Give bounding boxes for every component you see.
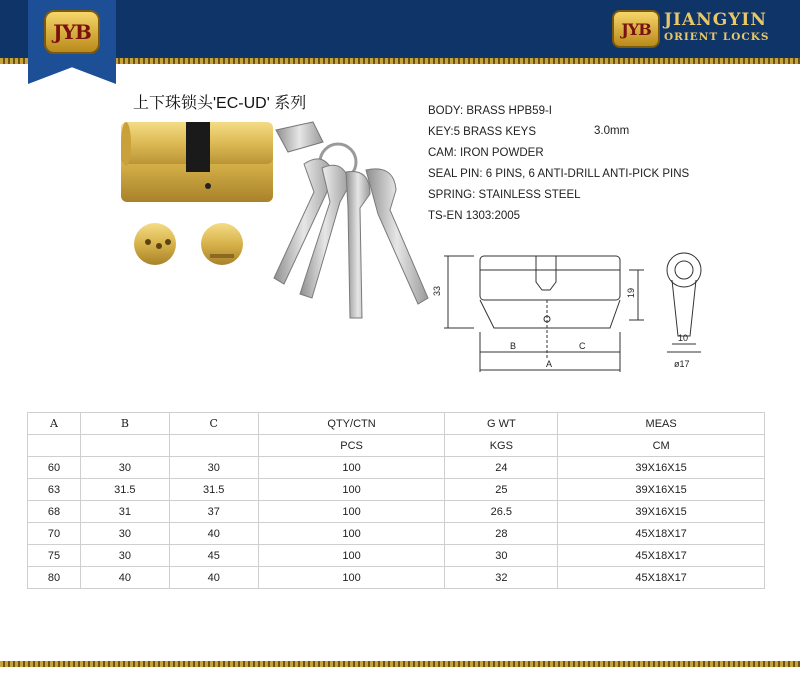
lock-cylinder-product-image — [118, 112, 438, 332]
header-stripe — [0, 58, 800, 64]
jyb-logo — [44, 10, 100, 54]
brand-text — [664, 12, 769, 43]
cell: 70 — [28, 523, 81, 545]
key-thickness: 3.0mm — [594, 125, 630, 137]
unit-meas: CM — [558, 435, 765, 457]
dim-a: A — [546, 359, 553, 369]
cell: 40 — [169, 567, 258, 589]
dim-width: 10 — [678, 333, 689, 343]
brand-logo — [612, 10, 660, 48]
unit-qty: PCS — [258, 435, 445, 457]
cell: 45X18X17 — [558, 545, 765, 567]
cell: 75 — [28, 545, 81, 567]
product-title: 上下珠锁头'EC-UD' 系列 — [133, 95, 307, 112]
spec-standard: TS-EN 1303:2005 — [428, 210, 521, 222]
header-a: A — [28, 413, 81, 435]
spec-list — [428, 104, 689, 230]
table-row — [28, 567, 765, 589]
cell: 40 — [80, 567, 169, 589]
cell: 39X16X15 — [558, 457, 765, 479]
table-row — [28, 501, 765, 523]
table-row — [28, 523, 765, 545]
cell: 100 — [258, 457, 445, 479]
cell: 26.5 — [445, 501, 558, 523]
table-header-row — [28, 413, 765, 435]
table-row — [28, 457, 765, 479]
cell: 25 — [445, 479, 558, 501]
cell: 45X18X17 — [558, 523, 765, 545]
unit-c — [169, 435, 258, 457]
cell: 100 — [258, 501, 445, 523]
table-row — [28, 545, 765, 567]
cell: 31 — [80, 501, 169, 523]
spec-cam: CAM: IRON POWDER — [428, 147, 544, 159]
logo-text: JYB — [53, 20, 91, 44]
spec-body: BODY: BRASS HPB59-I — [428, 105, 552, 117]
cell: 39X16X15 — [558, 479, 765, 501]
spec-seal-pin: SEAL PIN: 6 PINS, 6 ANTI-DRILL ANTI-PICK PINS — [428, 168, 690, 180]
dim-b: B — [510, 341, 517, 351]
header-qty: QTY/CTN — [258, 413, 445, 435]
spec-table — [27, 412, 765, 589]
brand-badge-text: JYB — [621, 19, 651, 39]
unit-a — [28, 435, 81, 457]
dim-height: 33 — [432, 285, 442, 296]
cell: 39X16X15 — [558, 501, 765, 523]
dim-diameter: ø17 — [674, 359, 690, 369]
cell: 100 — [258, 479, 445, 501]
cell: 30 — [169, 457, 258, 479]
cell: 80 — [28, 567, 81, 589]
unit-gwt: KGS — [445, 435, 558, 457]
header-b: B — [80, 413, 169, 435]
header-meas: MEAS — [558, 413, 765, 435]
cell: 30 — [80, 523, 169, 545]
brand-name: JIANGYIN — [664, 10, 767, 30]
cell: 30 — [445, 545, 558, 567]
cell: 37 — [169, 501, 258, 523]
table-row — [28, 479, 765, 501]
dim-cam-height: 19 — [626, 287, 636, 298]
cell: 100 — [258, 567, 445, 589]
cell: 31.5 — [169, 479, 258, 501]
spec-key: KEY:5 BRASS KEYS — [428, 126, 537, 138]
header-gwt: G WT — [445, 413, 558, 435]
cell: 40 — [169, 523, 258, 545]
technical-diagram — [434, 240, 724, 380]
cell: 28 — [445, 523, 558, 545]
cell: 68 — [28, 501, 81, 523]
cell: 63 — [28, 479, 81, 501]
unit-b — [80, 435, 169, 457]
cell: 45X18X17 — [558, 567, 765, 589]
brand-sub: ORIENT LOCKS — [664, 31, 770, 43]
dim-c: C — [579, 341, 586, 351]
cell: 45 — [169, 545, 258, 567]
cell: 31.5 — [80, 479, 169, 501]
header-c: C — [169, 413, 258, 435]
table-unit-row — [28, 435, 765, 457]
spec-spring: SPRING: STAINLESS STEEL — [428, 189, 581, 201]
footer-stripe — [0, 661, 800, 667]
cell: 30 — [80, 545, 169, 567]
cell: 32 — [445, 567, 558, 589]
cell: 30 — [80, 457, 169, 479]
cell: 100 — [258, 545, 445, 567]
cell: 24 — [445, 457, 558, 479]
cell: 100 — [258, 523, 445, 545]
cell: 60 — [28, 457, 81, 479]
